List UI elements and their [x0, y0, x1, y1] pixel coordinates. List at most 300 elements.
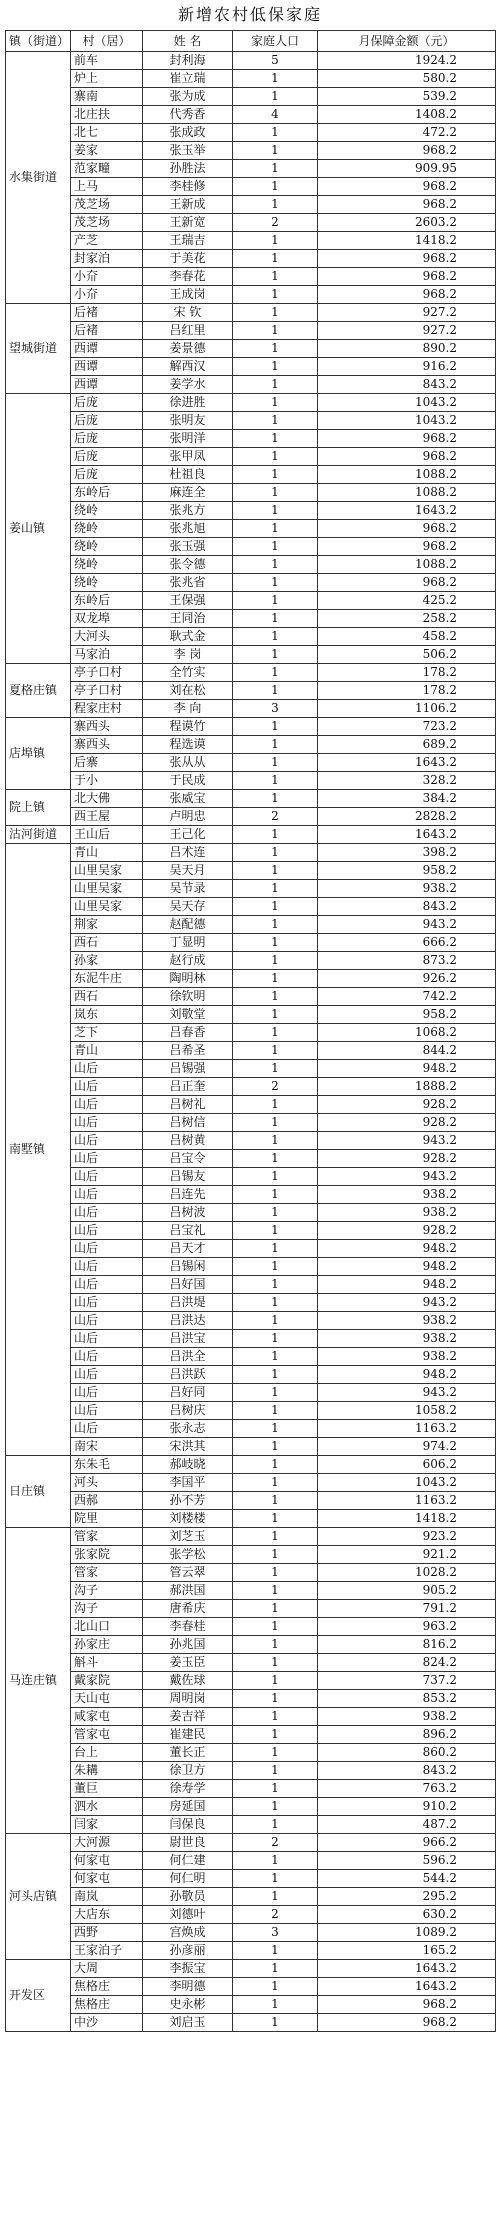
village-cell: 西王屋 [71, 808, 143, 826]
household-size-cell: 1 [233, 1042, 318, 1060]
subsidy-table [5, 30, 496, 2032]
table-row [6, 970, 496, 988]
name-cell: 程选谟 [143, 736, 233, 754]
monthly-amount-cell: 666.2 [318, 934, 496, 952]
monthly-amount-cell: 927.2 [318, 322, 496, 340]
table-row [6, 1798, 496, 1816]
name-cell: 王成岗 [143, 286, 233, 304]
table-row [6, 1852, 496, 1870]
monthly-amount-cell: 938.2 [318, 880, 496, 898]
name-cell: 封利海 [143, 52, 233, 70]
table-row [6, 1618, 496, 1636]
table-row [6, 988, 496, 1006]
household-size-cell: 1 [233, 1942, 318, 1960]
monthly-amount-cell: 843.2 [318, 1762, 496, 1780]
household-size-cell: 1 [233, 1294, 318, 1312]
household-size-cell: 1 [233, 862, 318, 880]
household-size-cell: 1 [233, 610, 318, 628]
monthly-amount-cell: 1643.2 [318, 1960, 496, 1978]
name-cell: 杜祖良 [143, 466, 233, 484]
household-size-cell: 1 [233, 376, 318, 394]
monthly-amount-cell: 742.2 [318, 988, 496, 1006]
name-cell: 吕锡强 [143, 1060, 233, 1078]
village-cell: 山里吴家 [71, 898, 143, 916]
monthly-amount-cell: 384.2 [318, 790, 496, 808]
table-row [6, 358, 496, 376]
village-cell: 山后 [71, 1222, 143, 1240]
name-cell: 李春花 [143, 268, 233, 286]
name-cell: 麻连全 [143, 484, 233, 502]
name-cell: 宋 钦 [143, 304, 233, 322]
monthly-amount-cell: 948.2 [318, 1240, 496, 1258]
town-cell: 沽河街道 [6, 826, 71, 844]
name-cell: 孙兆国 [143, 1636, 233, 1654]
monthly-amount-cell: 943.2 [318, 1132, 496, 1150]
village-cell: 院里 [71, 1510, 143, 1528]
name-cell: 姜玉臣 [143, 1654, 233, 1672]
table-row [6, 952, 496, 970]
name-cell: 吕春香 [143, 1024, 233, 1042]
table-row [6, 1582, 496, 1600]
household-size-cell: 1 [233, 1384, 318, 1402]
column-header: 镇（街道） [6, 31, 71, 52]
table-row [6, 790, 496, 808]
name-cell: 管云翠 [143, 1564, 233, 1582]
household-size-cell: 1 [233, 556, 318, 574]
household-size-cell: 1 [233, 1528, 318, 1546]
monthly-amount-cell: 968.2 [318, 430, 496, 448]
household-size-cell: 2 [233, 1834, 318, 1852]
village-cell: 山后 [71, 1294, 143, 1312]
name-cell: 于美花 [143, 250, 233, 268]
household-size-cell: 1 [233, 1348, 318, 1366]
table-row [6, 1132, 496, 1150]
name-cell: 吕洪全 [143, 1348, 233, 1366]
village-cell: 前车 [71, 52, 143, 70]
name-cell: 吕正奎 [143, 1078, 233, 1096]
village-cell: 马家泊 [71, 646, 143, 664]
table-row [6, 196, 496, 214]
town-cell: 南墅镇 [6, 844, 71, 1456]
name-cell: 吕洪宝 [143, 1330, 233, 1348]
table-row [6, 1726, 496, 1744]
household-size-cell: 1 [233, 1708, 318, 1726]
name-cell: 吕洪达 [143, 1312, 233, 1330]
table-row [6, 394, 496, 412]
village-cell: 沟子 [71, 1600, 143, 1618]
monthly-amount-cell: 968.2 [318, 268, 496, 286]
village-cell: 后庞 [71, 430, 143, 448]
village-cell: 西野 [71, 1924, 143, 1942]
name-cell: 何仁明 [143, 1870, 233, 1888]
table-row [6, 1690, 496, 1708]
monthly-amount-cell: 606.2 [318, 1456, 496, 1474]
village-cell: 王家泊子 [71, 1942, 143, 1960]
table-row [6, 1996, 496, 2014]
table-row [6, 1474, 496, 1492]
name-cell: 张玉举 [143, 142, 233, 160]
monthly-amount-cell: 905.2 [318, 1582, 496, 1600]
monthly-amount-cell: 1058.2 [318, 1402, 496, 1420]
name-cell: 吕树信 [143, 1114, 233, 1132]
village-cell: 后寨 [71, 754, 143, 772]
table-row [6, 1240, 496, 1258]
name-cell: 耿式金 [143, 628, 233, 646]
monthly-amount-cell: 938.2 [318, 1312, 496, 1330]
monthly-amount-cell: 938.2 [318, 1348, 496, 1366]
monthly-amount-cell: 968.2 [318, 178, 496, 196]
monthly-amount-cell: 1089.2 [318, 1924, 496, 1942]
household-size-cell: 1 [233, 1654, 318, 1672]
household-size-cell: 1 [233, 844, 318, 862]
town-cell: 水集街道 [6, 52, 71, 304]
village-cell: 南宋 [71, 1438, 143, 1456]
monthly-amount-cell: 689.2 [318, 736, 496, 754]
village-cell: 天山屯 [71, 1690, 143, 1708]
name-cell: 吴天月 [143, 862, 233, 880]
name-cell: 闫保良 [143, 1816, 233, 1834]
monthly-amount-cell: 1043.2 [318, 394, 496, 412]
name-cell: 张令德 [143, 556, 233, 574]
monthly-amount-cell: 824.2 [318, 1654, 496, 1672]
name-cell: 吕树庆 [143, 1402, 233, 1420]
table-row [6, 1150, 496, 1168]
name-cell: 王同治 [143, 610, 233, 628]
monthly-amount-cell: 1163.2 [318, 1492, 496, 1510]
monthly-amount-cell: 1028.2 [318, 1564, 496, 1582]
village-cell: 后庞 [71, 394, 143, 412]
village-cell: 大店东 [71, 1906, 143, 1924]
household-size-cell: 1 [233, 1816, 318, 1834]
table-row [6, 808, 496, 826]
village-cell: 山后 [71, 1258, 143, 1276]
household-size-cell: 1 [233, 1978, 318, 1996]
table-row [6, 898, 496, 916]
table-row [6, 1006, 496, 1024]
household-size-cell: 1 [233, 1024, 318, 1042]
monthly-amount-cell: 896.2 [318, 1726, 496, 1744]
monthly-amount-cell: 580.2 [318, 70, 496, 88]
monthly-amount-cell: 1643.2 [318, 826, 496, 844]
table-row [6, 1060, 496, 1078]
village-cell: 寨西头 [71, 718, 143, 736]
village-cell: 何家屯 [71, 1852, 143, 1870]
name-cell: 李桂修 [143, 178, 233, 196]
village-cell: 东岭后 [71, 592, 143, 610]
household-size-cell: 1 [233, 1366, 318, 1384]
village-cell: 山后 [71, 1114, 143, 1132]
monthly-amount-cell: 2828.2 [318, 808, 496, 826]
village-cell: 炉上 [71, 70, 143, 88]
name-cell: 刘启玉 [143, 2014, 233, 2032]
village-cell: 亭子口村 [71, 682, 143, 700]
village-cell: 荆家 [71, 916, 143, 934]
monthly-amount-cell: 1088.2 [318, 484, 496, 502]
household-size-cell: 1 [233, 898, 318, 916]
village-cell: 西郝 [71, 1492, 143, 1510]
table-row [6, 736, 496, 754]
table-row [6, 1780, 496, 1798]
village-cell: 闫家 [71, 1816, 143, 1834]
name-cell: 刘在松 [143, 682, 233, 700]
table-row [6, 1096, 496, 1114]
household-size-cell: 1 [233, 466, 318, 484]
name-cell: 吕宝令 [143, 1150, 233, 1168]
household-size-cell: 1 [233, 412, 318, 430]
village-cell: 寨南 [71, 88, 143, 106]
table-row [6, 430, 496, 448]
village-cell: 山后 [71, 1366, 143, 1384]
name-cell: 徐卫方 [143, 1762, 233, 1780]
monthly-amount-cell: 1408.2 [318, 106, 496, 124]
name-cell: 吕天才 [143, 1240, 233, 1258]
monthly-amount-cell: 938.2 [318, 1330, 496, 1348]
household-size-cell: 1 [233, 1456, 318, 1474]
household-size-cell: 1 [233, 1240, 318, 1258]
town-cell: 望城街道 [6, 304, 71, 394]
table-row [6, 1366, 496, 1384]
name-cell: 张甲凤 [143, 448, 233, 466]
name-cell: 吕宝礼 [143, 1222, 233, 1240]
name-cell: 姜吉祥 [143, 1708, 233, 1726]
name-cell: 李国平 [143, 1474, 233, 1492]
name-cell: 于民成 [143, 772, 233, 790]
table-row [6, 322, 496, 340]
household-size-cell: 1 [233, 592, 318, 610]
monthly-amount-cell: 1418.2 [318, 232, 496, 250]
table-row [6, 1384, 496, 1402]
table-row [6, 2014, 496, 2032]
household-size-cell: 1 [233, 1132, 318, 1150]
monthly-amount-cell: 763.2 [318, 1780, 496, 1798]
household-size-cell: 1 [233, 340, 318, 358]
table-row [6, 250, 496, 268]
page-title: 新增农村低保家庭 [177, 5, 322, 24]
monthly-amount-cell: 843.2 [318, 898, 496, 916]
table-row [6, 286, 496, 304]
village-cell: 张家院 [71, 1546, 143, 1564]
monthly-amount-cell: 968.2 [318, 1996, 496, 2014]
name-cell: 赵配德 [143, 916, 233, 934]
household-size-cell: 2 [233, 808, 318, 826]
table-row [6, 376, 496, 394]
name-cell: 宋洪其 [143, 1438, 233, 1456]
table-row [6, 1942, 496, 1960]
table-row [6, 160, 496, 178]
household-size-cell: 1 [233, 1888, 318, 1906]
household-size-cell: 1 [233, 952, 318, 970]
household-size-cell: 1 [233, 196, 318, 214]
village-cell: 孙家庄 [71, 1636, 143, 1654]
monthly-amount-cell: 927.2 [318, 304, 496, 322]
name-cell: 张威宝 [143, 790, 233, 808]
household-size-cell: 1 [233, 448, 318, 466]
table-row [6, 1564, 496, 1582]
table-row [6, 646, 496, 664]
village-cell: 后庞 [71, 412, 143, 430]
village-cell: 戴家院 [71, 1672, 143, 1690]
name-cell: 吕希圣 [143, 1042, 233, 1060]
monthly-amount-cell: 943.2 [318, 1168, 496, 1186]
table-row [6, 1456, 496, 1474]
name-cell: 王新成 [143, 196, 233, 214]
name-cell: 姜景德 [143, 340, 233, 358]
table-row [6, 412, 496, 430]
village-cell: 咸家屯 [71, 1708, 143, 1726]
table-row [6, 610, 496, 628]
household-size-cell: 1 [233, 484, 318, 502]
table-row [6, 1672, 496, 1690]
monthly-amount-cell: 723.2 [318, 718, 496, 736]
village-cell: 封家泊 [71, 250, 143, 268]
table-row [6, 106, 496, 124]
name-cell: 张为成 [143, 88, 233, 106]
monthly-amount-cell: 968.2 [318, 250, 496, 268]
table-row [6, 502, 496, 520]
household-size-cell: 1 [233, 1096, 318, 1114]
table-row [6, 844, 496, 862]
name-cell: 吕连先 [143, 1186, 233, 1204]
monthly-amount-cell: 963.2 [318, 1618, 496, 1636]
name-cell: 赵行成 [143, 952, 233, 970]
table-row [6, 178, 496, 196]
monthly-amount-cell: 938.2 [318, 1186, 496, 1204]
monthly-amount-cell: 958.2 [318, 862, 496, 880]
monthly-amount-cell: 544.2 [318, 1870, 496, 1888]
village-cell: 管家 [71, 1528, 143, 1546]
name-cell: 王新宽 [143, 214, 233, 232]
monthly-amount-cell: 1043.2 [318, 412, 496, 430]
household-size-cell: 1 [233, 2014, 318, 2032]
village-cell: 西谭 [71, 376, 143, 394]
monthly-amount-cell: 1924.2 [318, 52, 496, 70]
village-cell: 程家庄村 [71, 700, 143, 718]
household-size-cell: 1 [233, 1852, 318, 1870]
name-cell: 吕红里 [143, 322, 233, 340]
name-cell: 李 岗 [143, 646, 233, 664]
monthly-amount-cell: 1088.2 [318, 556, 496, 574]
name-cell: 张学松 [143, 1546, 233, 1564]
household-size-cell: 1 [233, 1204, 318, 1222]
column-header: 姓 名 [143, 31, 233, 52]
table-row [6, 628, 496, 646]
table-row [6, 142, 496, 160]
monthly-amount-cell: 844.2 [318, 1042, 496, 1060]
town-cell: 夏格庄镇 [6, 664, 71, 718]
name-cell: 全竹实 [143, 664, 233, 682]
village-cell: 姜家 [71, 142, 143, 160]
monthly-amount-cell: 328.2 [318, 772, 496, 790]
village-cell: 西石 [71, 934, 143, 952]
village-cell: 山后 [71, 1060, 143, 1078]
village-cell: 焦格庄 [71, 1978, 143, 1996]
village-cell: 亭子口村 [71, 664, 143, 682]
monthly-amount-cell: 968.2 [318, 2014, 496, 2032]
household-size-cell: 1 [233, 394, 318, 412]
name-cell: 孙不芳 [143, 1492, 233, 1510]
name-cell: 卢明忠 [143, 808, 233, 826]
village-cell: 芝下 [71, 1024, 143, 1042]
monthly-amount-cell: 630.2 [318, 1906, 496, 1924]
town-cell: 日庄镇 [6, 1456, 71, 1528]
village-cell: 朱耩 [71, 1762, 143, 1780]
monthly-amount-cell: 1643.2 [318, 1978, 496, 1996]
household-size-cell: 1 [233, 1186, 318, 1204]
monthly-amount-cell: 916.2 [318, 358, 496, 376]
monthly-amount-cell: 948.2 [318, 1060, 496, 1078]
town-cell: 马连庄镇 [6, 1528, 71, 1834]
village-cell: 北庄扶 [71, 106, 143, 124]
name-cell: 刘德叶 [143, 1906, 233, 1924]
village-cell: 大河源 [71, 1834, 143, 1852]
name-cell: 刘芝玉 [143, 1528, 233, 1546]
name-cell: 张兆旭 [143, 520, 233, 538]
name-cell: 吕锡友 [143, 1168, 233, 1186]
name-cell: 吕术连 [143, 844, 233, 862]
village-cell: 绕岭 [71, 538, 143, 556]
village-cell: 茂芝场 [71, 196, 143, 214]
table-row [6, 52, 496, 70]
household-size-cell: 1 [233, 142, 318, 160]
name-cell: 吕好国 [143, 1276, 233, 1294]
village-cell: 山里吴家 [71, 880, 143, 898]
monthly-amount-cell: 458.2 [318, 628, 496, 646]
household-size-cell: 1 [233, 1726, 318, 1744]
village-cell: 泗水 [71, 1798, 143, 1816]
household-size-cell: 1 [233, 718, 318, 736]
monthly-amount-cell: 909.95 [318, 160, 496, 178]
household-size-cell: 1 [233, 124, 318, 142]
household-size-cell: 1 [233, 520, 318, 538]
name-cell: 代秀香 [143, 106, 233, 124]
household-size-cell: 1 [233, 1114, 318, 1132]
name-cell: 吕洪堤 [143, 1294, 233, 1312]
household-size-cell: 4 [233, 106, 318, 124]
household-size-cell: 1 [233, 1996, 318, 2014]
name-cell: 吕树黄 [143, 1132, 233, 1150]
household-size-cell: 1 [233, 1798, 318, 1816]
monthly-amount-cell: 165.2 [318, 1942, 496, 1960]
name-cell: 解西汉 [143, 358, 233, 376]
monthly-amount-cell: 948.2 [318, 1276, 496, 1294]
table-row [6, 88, 496, 106]
household-size-cell: 3 [233, 700, 318, 718]
name-cell: 孙胜法 [143, 160, 233, 178]
table-body [6, 52, 496, 2032]
village-cell: 北山口 [71, 1618, 143, 1636]
household-size-cell: 1 [233, 1312, 318, 1330]
monthly-amount-cell: 928.2 [318, 1114, 496, 1132]
monthly-amount-cell: 948.2 [318, 1366, 496, 1384]
name-cell: 史永彬 [143, 1996, 233, 2014]
household-size-cell: 1 [233, 1582, 318, 1600]
table-row [6, 1510, 496, 1528]
village-cell: 河头 [71, 1474, 143, 1492]
village-cell: 大周 [71, 1960, 143, 1978]
table-row [6, 448, 496, 466]
household-size-cell: 1 [233, 916, 318, 934]
table-row [6, 1204, 496, 1222]
town-cell: 姜山镇 [6, 394, 71, 664]
monthly-amount-cell: 853.2 [318, 1690, 496, 1708]
household-size-cell: 1 [233, 1870, 318, 1888]
household-size-cell: 2 [233, 214, 318, 232]
monthly-amount-cell: 1068.2 [318, 1024, 496, 1042]
household-size-cell: 5 [233, 52, 318, 70]
monthly-amount-cell: 968.2 [318, 196, 496, 214]
monthly-amount-cell: 860.2 [318, 1744, 496, 1762]
village-cell: 董巨 [71, 1780, 143, 1798]
